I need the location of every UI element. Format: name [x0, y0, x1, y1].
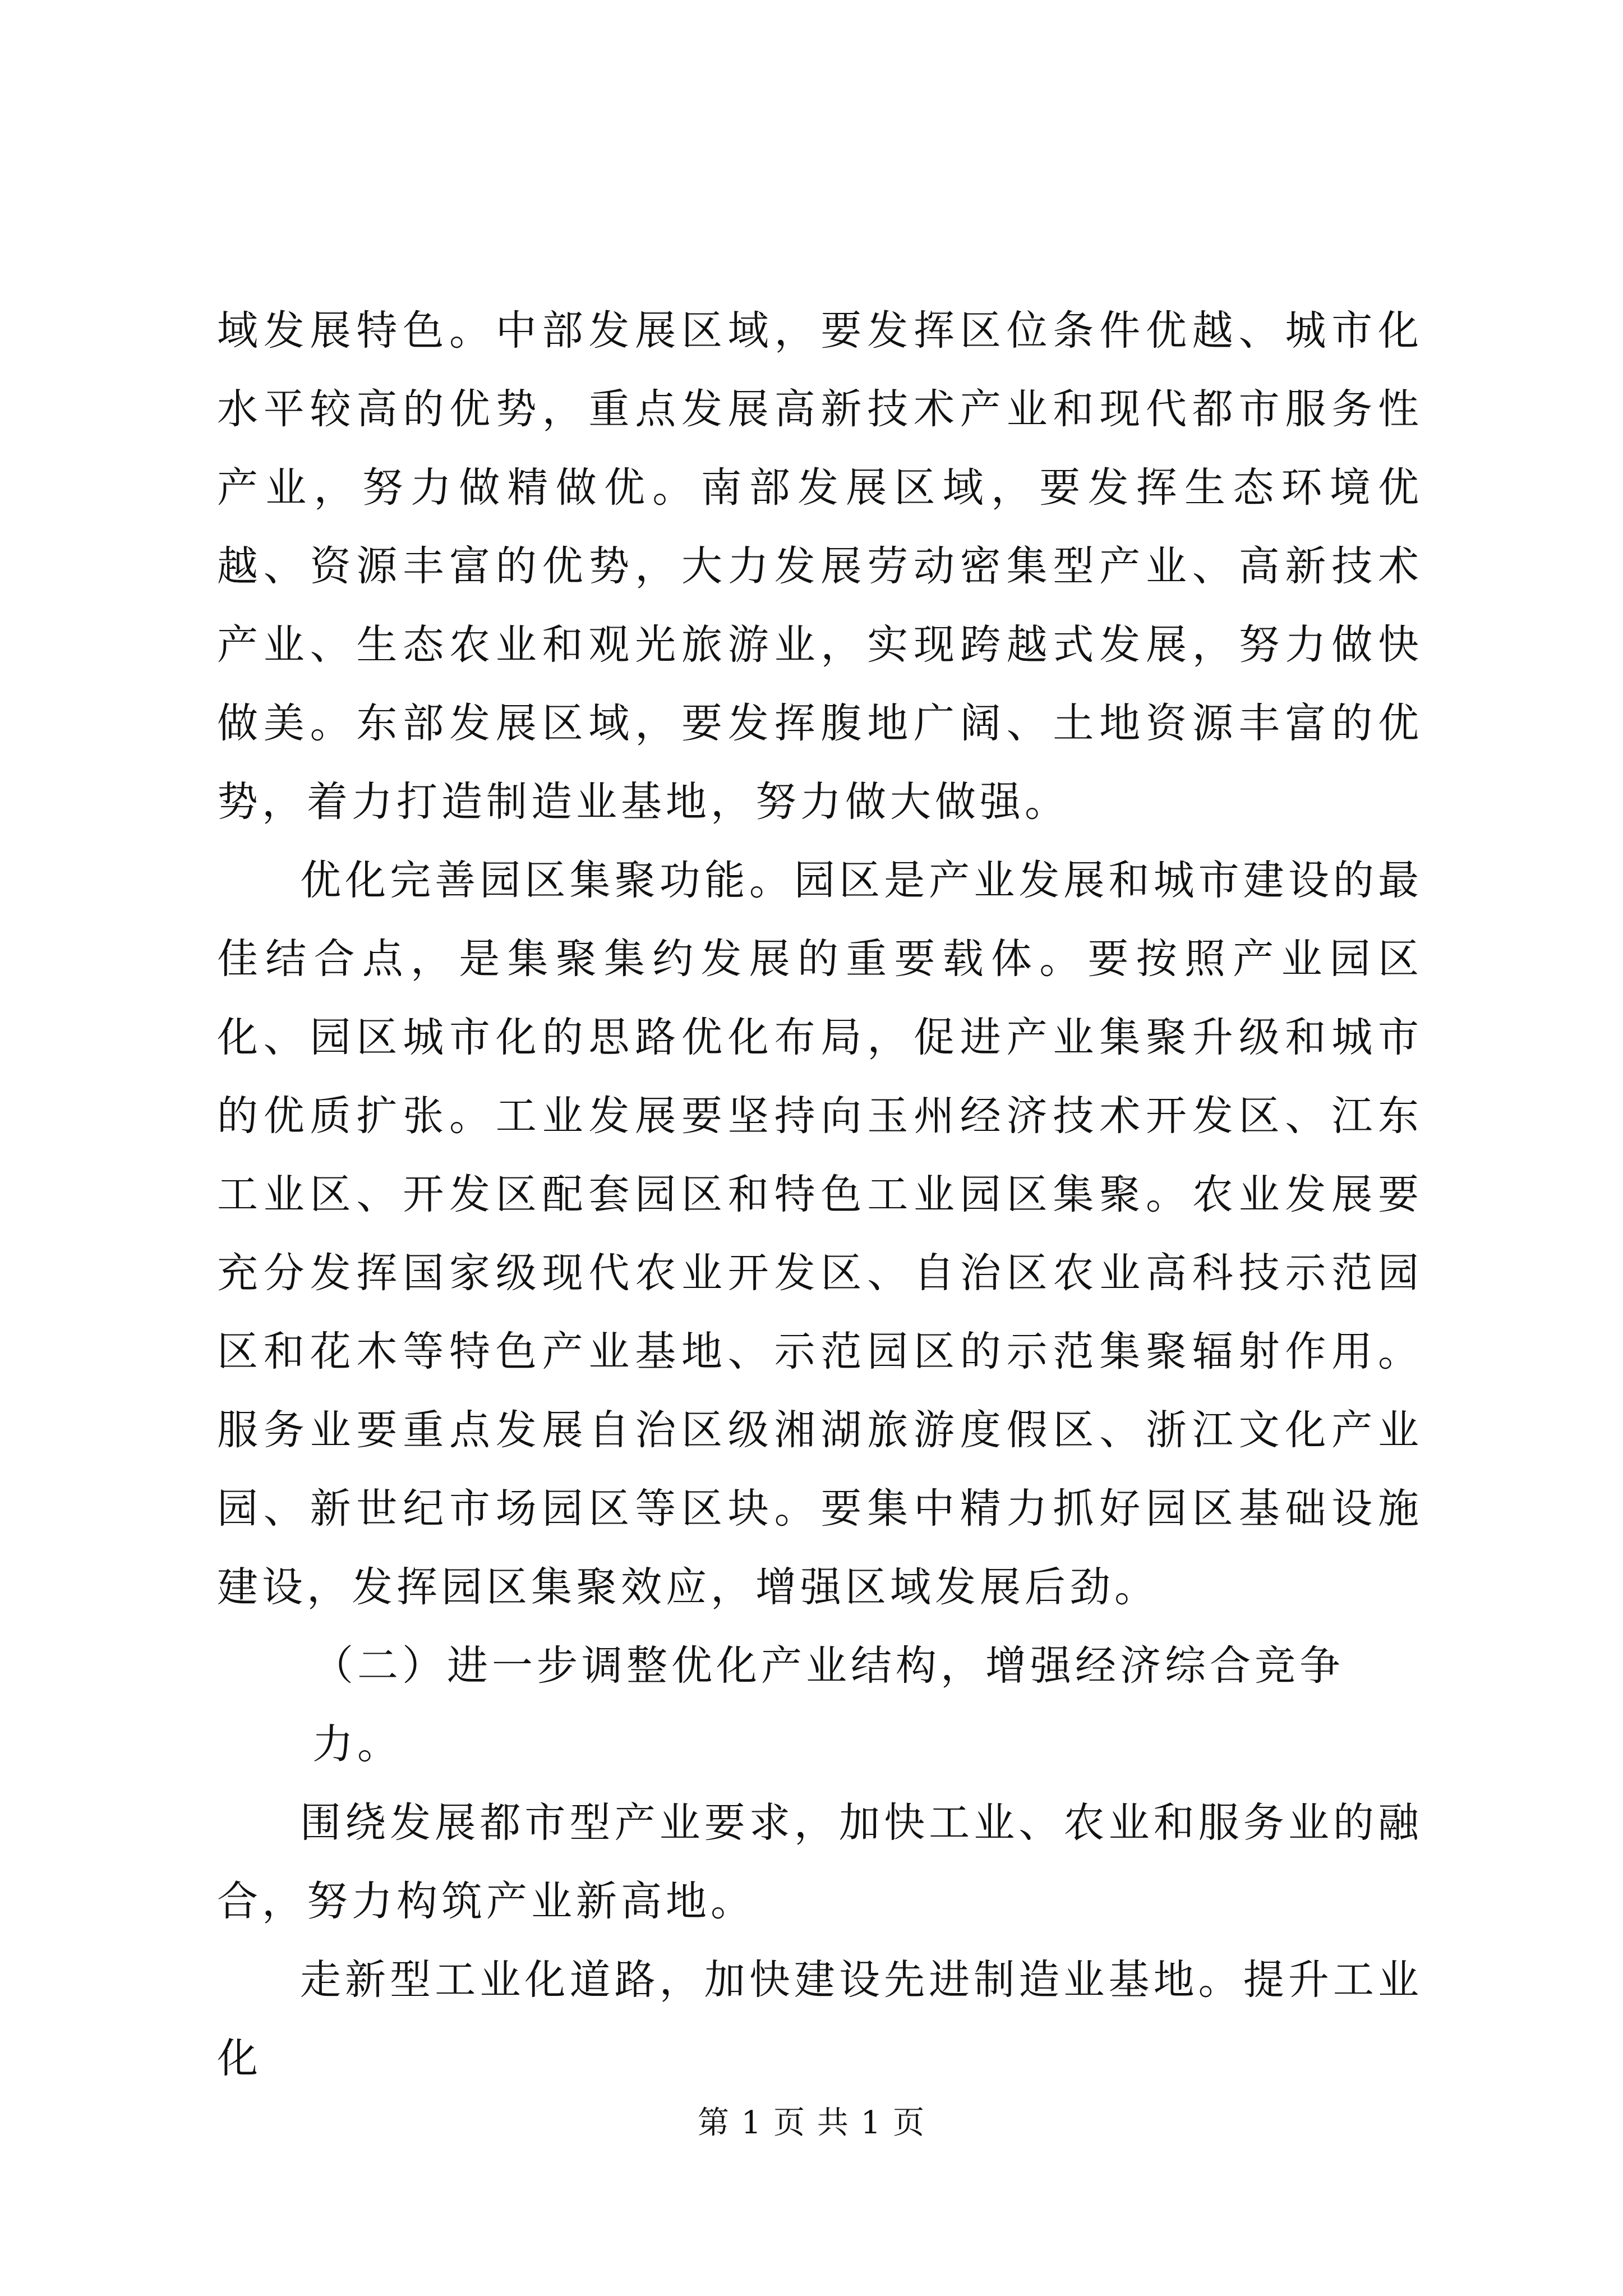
section-heading-industrial-structure: （二）进一步调整优化产业结构，增强经济综合竞争力。: [312, 1642, 1344, 1768]
paragraph-regional-development: 域发展特色。中部发展区域，要发挥区位条件优越、城市化水平较高的优势，重点发展高新技术产业和现代都市服务性产业，努力做精做优。南部发展区域，要发挥生态环境优越、资源丰富的优势，大力发展劳动密集型产业、高新技术产业、生态农业和观光旅游业，实现跨越式发展，努力做快做美。东部发展区域，要发挥腹地广阔、土地资源丰富的优势，着力打造制造业基地，努力做大做强。: [217, 307, 1423, 826]
paragraph-industrial-parks: 优化完善园区集聚功能。园区是产业发展和城市建设的最佳结合点，是集聚集约发展的重要载体。要按照产业园区化、园区城市化的思路优化布局，促进产业集聚升级和城市的优质扩张。工业发展要坚持向玉州经济技术开发区、江东工业区、开发区配套园区和特色工业园区集聚。农业发展要充分发挥国家级现代农业开发区、自治区农业高科技示范园区和花木等特色产业基地、示范园区的示范集聚辐射作用。服务业要重点发展自治区级湘湖旅游度假区、浙江文化产业园、新世纪市场园区等区块。要集中精力抓好园区基础设施建设，发挥园区集聚效应，增强区域发展后劲。: [217, 857, 1423, 1611]
document-body: [217, 292, 1423, 2098]
page-footer: 第 1 页 共 1 页: [697, 2105, 926, 2141]
paragraph-new-industrialization: 走新型工业化道路，加快建设先进制造业基地。提升工业化: [217, 1956, 1423, 2082]
paragraph-urban-industry: 围绕发展都市型产业要求，加快工业、农业和服务业的融合，努力构筑产业新高地。: [217, 1799, 1423, 1925]
